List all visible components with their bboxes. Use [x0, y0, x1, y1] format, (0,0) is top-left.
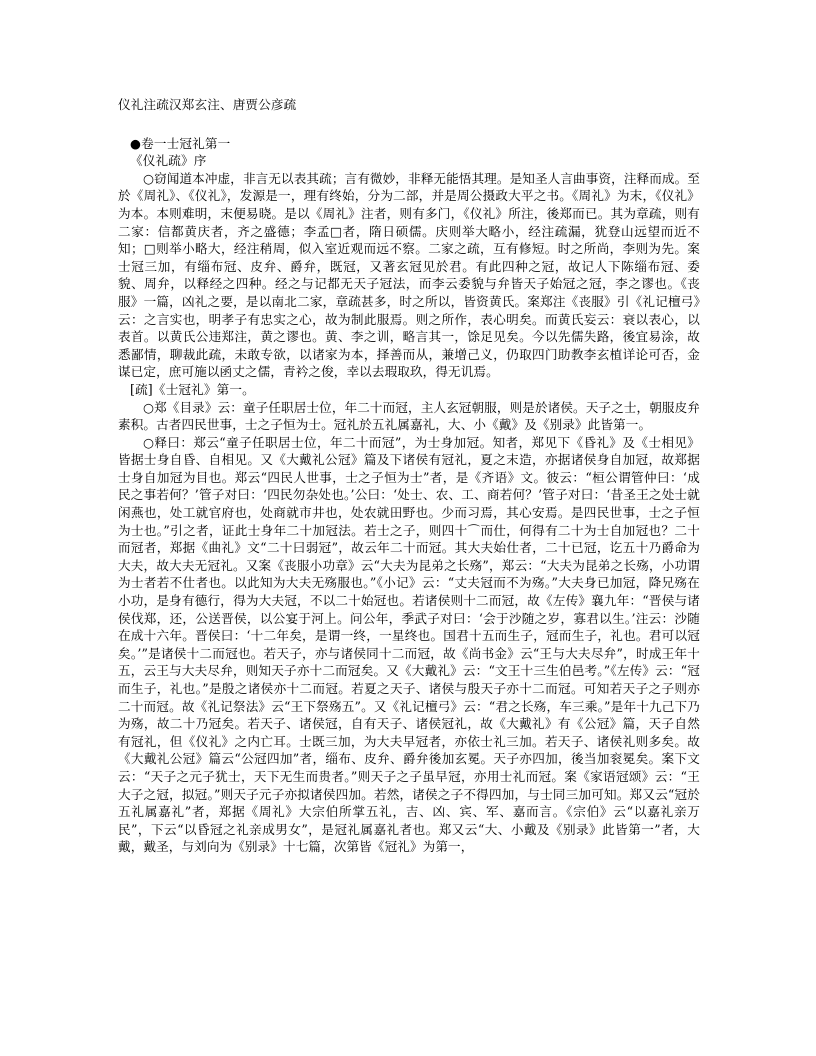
document-title: 仪礼注疏汉郑玄注、唐贾公彦疏: [118, 97, 297, 112]
section-marker-shu: [疏]《士冠礼》第一。: [130, 381, 255, 397]
paragraph-mulu-body: ○郑《目录》云：童子任职居士位，年二十而冠，主人玄冠朝服，则是於诸侯。天子之士，朝服皮弁素积。古者四民世事，士之子恒为士。冠礼於五礼属嘉礼，大、小《戴》及《别录》此皆第一。: [118, 399, 700, 433]
paragraph-shiyue-body: ○释曰：郑云“童子任职居士位，年二十而冠”，为士身加冠。知者，郑见下《昏礼》及《士相见》皆据士身自昏、自相见。又《大戴礼公冠》篇及下诸侯有冠礼，夏之末造，亦据诸侯身自加冠，故郑据士身自加冠为目也。郑云“四民人世事，士之子恒为士”者，是《齐语》文。彼云：“桓公谓管仲曰：‘成民之事若何？’管子对曰：‘四民勿杂处也。’公曰：‘处士、农、工、商若何？’管子对曰：‘昔圣王之处士就闲燕也，处工就官府也，处商就市井也，处农就田野也。少而习焉，其心安焉。是四民世事，士之子恒为士也。”引之者，证此士身年二十加冠法。若士之子，则四十⌒而仕，何得有二十为士自加冠也？二十而冠者，郑据《曲礼》文“二十曰弱冠”，故云年二十而冠。其大夫始仕者，二十已冠，讫五十乃爵命为大夫，故大夫无冠礼。又案《丧服小功章》云“大夫为昆弟之长殇”，郑云：“大夫为昆弟之长殇，小功谓为士者若不仕者也。以此知为大夫无殇服也。”《小记》云：“丈夫冠而不为殇。”大夫身已加冠，降兄殇在小功，是身有德行，得为大夫冠，不以二十始冠也。若诸侯则十二而冠，故《左传》襄九年：“晋侯与诸侯伐郑，还，公送晋侯，以公宴于河上。问公年，季武子对曰：‘会于沙随之岁，寡君以生。’注云：沙随在成十六年。晋侯曰：‘十二年矣，是谓一终，一星终也。国君十五而生子，冠而生子，礼也。君可以冠矣。’”是诸侯十二而冠也。若天子，亦与诸侯同十二而冠，故《尚书金》云“王与大夫尽弁”，时成王年十五，云王与大夫尽弁，则知天子亦十二而冠矣。又《大戴礼》云：“文王十三生伯邑考。”《左传》云：“冠而生子，礼也。”是殷之诸侯亦十二而冠。若夏之天子、诸侯与殷天子亦十二而冠。可知若天子之子则亦二十而冠。故《礼记祭法》云“王下祭殇五”。又《礼记檀弓》云：“君之长殇，车三乘。”是年十九己下乃为殇，故二十乃冠矣。若天子、诸侯冠，自有天子、诸侯冠礼，故《大戴礼》有《公冠》篇，天子自然有冠礼，但《仪礼》之内亡耳。士既三加，为大夫早冠者，亦依士礼三加。若天子、诸侯礼则多矣。故《大戴礼公冠》篇云“公冠四加”者，缁布、皮弁、爵弁後加玄冕。天子亦四加，後当加衮冕矣。案下文云：“天子之元子犹士，天下无生而贵者。”则天子之子虽早冠，亦用士礼而冠。案《家语冠颂》云：“王大子之冠，拟冠。”则天子元子亦拟诸侯四加。若然，诸侯之子不得四加，与士同三加可知。郑又云“冠於五礼属嘉礼”者，郑据《周礼》大宗伯所掌五礼，吉、凶、宾、军、嘉而言。《宗伯》云“以嘉礼亲万民”，下云“以昏冠之礼亲成男女”，是冠礼属嘉礼者也。郑又云“大、小戴及《别录》此皆第一”者，大戴，戴圣，与刘向为《别录》十七篇，次第皆《冠礼》为第一，: [118, 434, 700, 855]
paragraph-preface-body: ○窃闻道本冲虚，非言无以表其疏；言有微妙，非释无能悟其理。是知圣人言曲事资，注释而成。至於《周礼》、《仪礼》，发源是一，理有终始，分为二部，并是周公摄政大平之书。《周礼》为末，《仪礼》为本。本则难明，末便易晓。是以《周礼》注者，则有多门，《仪礼》所注，後郑而已。其为章疏，则有二家：信都黄庆者，齐之盛德；李孟□者，隋日硕儒。庆则举大略小，经注疏漏，犹登山远望而近不知；□则举小略大，经注稍周，似入室近观而远不察。二家之疏，互有修短。时之所尚，李则为先。案士冠三加，有缁布冠、皮弁、爵弁，既冠，又著玄冠见於君。有此四种之冠，故记人下陈缁布冠、委貌、周弁，以释经之四种。经之与记都无天子冠法，而李云委貌与弁皆天子始冠之冠，李之谬也。《丧服》一篇，凶礼之要，是以南北二家，章疏甚多，时之所以，皆资黄氏。案郑注《丧服》引《礼记檀弓》云：之言实也，明孝子有忠实之心，故为制此服焉。则之所作，表心明矣。而黄氏妄云：衰以表心，以表首。以黄氏公违郑注，黄之谬也。黄、李之训，略言其一，馀足见矣。今以先儒失路，後宜易涂，故悉鄙情，聊裁此疏，未敢专欲，以诸家为本，择善而从，兼增己义，仍取四门助教李玄植详论可否，金谋已定，庶可施以函丈之儒，青衿之俊，幸以去瑕取玖，得无讥焉。: [118, 170, 700, 380]
volume-heading: ●卷一士冠礼第一: [130, 135, 231, 151]
preface-heading: 《仪礼疏》序: [130, 153, 207, 169]
title-spacer: [118, 114, 700, 135]
text-block: [118, 96, 700, 856]
